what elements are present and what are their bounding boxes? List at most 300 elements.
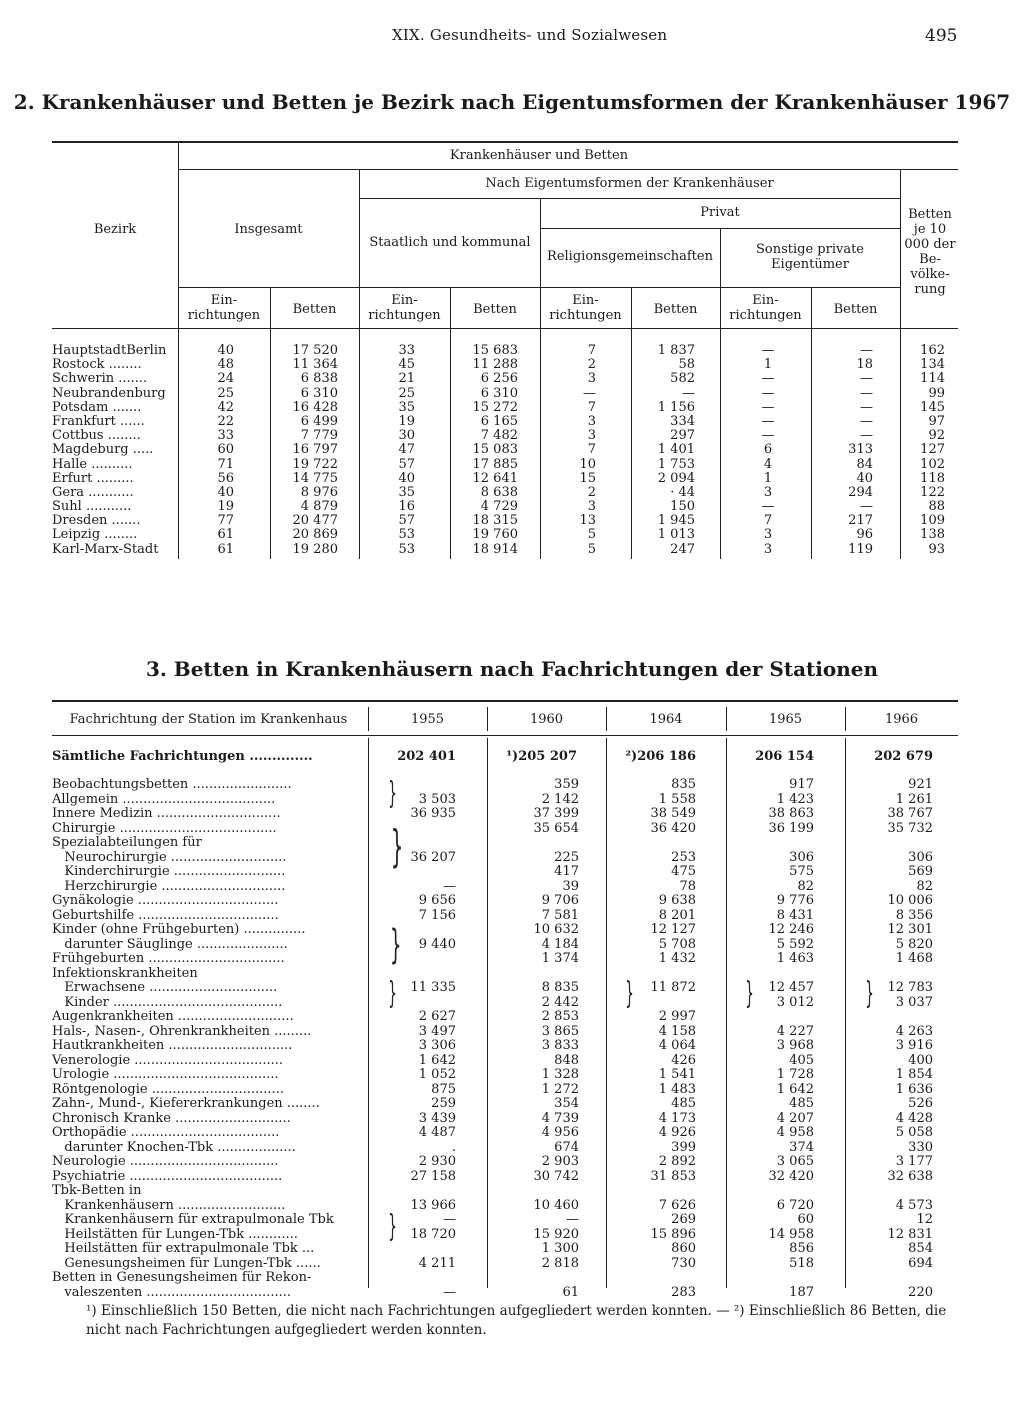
table3-cell-value: 5 592	[776, 936, 814, 952]
table3-cell-value: 259	[431, 1096, 456, 1111]
table2-cell-value: —	[860, 428, 873, 444]
table3-cell-value: 35 654	[533, 820, 579, 836]
table2-header-bezirk: Bezirk	[93, 222, 137, 237]
table3-cell-value: 4 211	[418, 1255, 456, 1271]
table2-cell-value: 118	[920, 470, 945, 486]
table2-cell-value: 7	[763, 513, 773, 529]
table2-cell-value: 20 477	[292, 513, 338, 529]
table3-cell-value	[726, 967, 814, 982]
table2-cell-value: 40	[856, 470, 873, 486]
table3-cell-value	[726, 1184, 814, 1199]
table3-column-1955	[368, 778, 456, 1300]
table3-cell-value: 11 872	[650, 980, 696, 995]
table2-header-einrichtungen: Ein-richtungen	[729, 293, 802, 323]
table3-cell-value: 1 423	[776, 791, 814, 807]
table3-cell-value: 526	[908, 1096, 933, 1111]
table2-cell-value: —	[860, 385, 873, 401]
table3-cell-label: Erwachsene ...............................	[52, 981, 278, 995]
table3-cell-value	[368, 923, 456, 938]
table3-cell-value	[845, 836, 933, 851]
table3-cell-value	[487, 836, 579, 851]
table3-cell-label: Kinder .........................................	[52, 995, 283, 1010]
table3-cell-value: 569	[908, 864, 933, 879]
table2-cell-value: —	[761, 385, 775, 401]
table2-cell-value: 247	[670, 541, 695, 557]
table3-cell-value: 4 158	[658, 1023, 696, 1039]
table3-cell-value: 417	[554, 864, 579, 879]
table3-cell-value: 1 642	[776, 1081, 814, 1097]
table2-cell-value: 35	[398, 399, 415, 415]
table2-cell-value: 5	[587, 541, 596, 557]
table2-column	[450, 344, 518, 557]
table2-cell-value: 217	[848, 513, 873, 529]
table3-cell-value: 1 272	[541, 1081, 579, 1097]
table3-cell-label: Heilstätten für Lungen-Tbk ............	[52, 1227, 298, 1242]
table2-cell-value: 8 638	[480, 484, 518, 500]
table3-cell-value: 12 457	[768, 980, 814, 995]
table3-cell-value: 5 708	[658, 936, 696, 952]
table3-cell-label: Röntgenologie ................................	[52, 1082, 284, 1097]
table3-cell-value: 31 853	[650, 1168, 696, 1184]
table2-cell-value: 30	[398, 428, 415, 444]
table3-header-year: 1964	[649, 712, 683, 727]
table3-cell-value: 2 442	[541, 994, 579, 1010]
table2-rule	[359, 198, 900, 199]
table2-cell-label: Cottbus ........	[52, 429, 141, 444]
table3-cell-value: 30 742	[533, 1168, 579, 1184]
table2-cell-value: 15	[579, 470, 596, 486]
table3-cell-value: 2 818	[541, 1255, 579, 1271]
table2-cell-value: —	[860, 399, 873, 415]
table3-cell-value	[368, 1271, 456, 1286]
table3-cell-value: 82	[797, 878, 814, 894]
table2-cell-value: 99	[928, 385, 945, 401]
table2-header-bottom-rule	[52, 328, 958, 329]
table2-cell-value: 4 729	[480, 499, 518, 515]
table3-cell-value: 3 833	[541, 1038, 579, 1053]
table2-cell-value: 109	[920, 513, 945, 529]
table3-cell-value: 82	[916, 878, 933, 894]
table3-total-value: 206 154	[755, 749, 814, 764]
table3-title: 3. Betten in Krankenhäusern nach Fachrichtungen der Stationen	[145, 657, 879, 681]
table3-cell-value: 3 503	[418, 791, 456, 807]
table2-cell-value: 56	[217, 470, 234, 486]
table2-cell-value: 96	[856, 527, 873, 543]
table2-cell-value: 25	[398, 385, 415, 401]
table2-cell-value: 6 310	[480, 385, 518, 401]
table2-cell-value: 1 753	[657, 456, 695, 472]
table3-cell-value: 1 541	[658, 1067, 696, 1082]
table2-cell-value: 61	[217, 541, 234, 557]
table2-cell-value: 7	[587, 399, 596, 415]
table2-cell-value: —	[761, 413, 775, 429]
table3-cell-value	[368, 865, 456, 880]
table2-cell-value: 7	[587, 442, 596, 458]
table2-cell-value: 1 837	[657, 343, 695, 358]
brace-icon: }	[625, 976, 634, 1011]
table3-cell-value: 2 903	[541, 1154, 579, 1169]
table3-cell-label: Chirurgie ......................................	[52, 821, 277, 836]
table3-cell-value: 2 892	[658, 1154, 696, 1169]
table3-cell-value: 7 156	[418, 907, 456, 923]
table3-cell-label: Tbk-Betten in	[52, 1184, 142, 1198]
table3-cell-value: 8 431	[776, 907, 814, 923]
table3-cell-value: 917	[789, 777, 814, 792]
table3-cell-value: 4 227	[776, 1023, 814, 1039]
table3-cell-label: Kinderchirurgie ...........................	[52, 865, 286, 879]
table3-cell-value: —	[443, 878, 456, 894]
table3-cell-label: Zahn-, Mund-, Kiefererkrankungen ........	[52, 1097, 320, 1111]
table3-cell-value: 11 335	[410, 980, 456, 995]
footnote: ¹) Einschließlich 150 Betten, die nicht nach Fachrichtungen aufgegliedert werden konnten. — ²) Einschließlich 86 Betten, die nicht nach Fachrichtungen aufgegliedert werden konnten.	[86, 1303, 947, 1338]
table2-cell-value: 12 641	[472, 470, 518, 486]
table3-cell-value: 35 732	[887, 820, 933, 836]
table2-column	[631, 344, 695, 557]
table2-cell-label: Potsdam .......	[52, 400, 142, 415]
table2-column	[178, 344, 234, 557]
table3-cell-value: 3 037	[895, 994, 933, 1010]
table2-header-betten: Betten	[473, 302, 517, 317]
table3-cell-label: Innere Medizin ..............................	[52, 807, 281, 821]
table3-cell-value: 856	[789, 1241, 814, 1256]
table2-cell-label: Magdeburg .....	[52, 443, 154, 458]
table2-cell-value: 7 779	[300, 428, 338, 444]
table2-cell-value: 61	[217, 527, 234, 543]
table3-cell-value: 36 935	[410, 806, 456, 821]
table2-cell-label: Halle ..........	[52, 457, 133, 472]
table2-cell-value: 6 499	[300, 413, 338, 429]
table2-cell-value: 13	[579, 513, 596, 529]
table3-cell-value: 8 835	[541, 980, 579, 995]
table3-cell-value: 3 968	[776, 1038, 814, 1053]
table2-cell-value: 1	[763, 470, 773, 486]
table3-cell-value: 9 776	[776, 893, 814, 908]
table3-cell-value: 921	[908, 777, 933, 792]
table3-cell-value: 730	[671, 1255, 696, 1271]
table3-cell-value: 3 012	[776, 994, 814, 1010]
table3-cell-value: 399	[671, 1139, 696, 1155]
table3-column-fachrichtung	[52, 778, 364, 1300]
table2-cell-value: —	[682, 385, 695, 401]
table3-cell-value: 8 201	[658, 907, 696, 923]
table2-cell-value: 57	[398, 456, 415, 472]
table2-cell-value: 57	[398, 513, 415, 529]
table3-cell-value: 38 863	[768, 806, 814, 821]
table2-rule	[178, 169, 958, 170]
table3-cell-label: Neurochirurgie ............................	[52, 850, 287, 865]
table3-cell-value: 7 626	[658, 1197, 696, 1213]
table3-cell-value: 4 173	[658, 1110, 696, 1126]
table3-cell-value: 1 636	[895, 1081, 933, 1097]
table3-top-rule	[52, 700, 958, 702]
table3-cell-value: 3 065	[776, 1154, 814, 1169]
table3-cell-value: 4 064	[658, 1038, 696, 1053]
table3-cell-value: 12 127	[650, 922, 696, 937]
table3-cell-value: 4 573	[895, 1197, 933, 1213]
table2-cell-value: 19	[398, 413, 415, 429]
table2-cell-value: 33	[398, 343, 415, 358]
table3-total-value: 202 679	[874, 749, 933, 764]
table2-cell-value: —	[860, 499, 873, 515]
table3-cell-label: Frühgeburten .................................	[52, 952, 285, 966]
table3-cell-value: 4 428	[895, 1110, 933, 1126]
table3-cell-value: 78	[679, 878, 696, 894]
table3-cell-label: valeszenten ...................................	[52, 1285, 291, 1300]
table2-header-religion: Religionsgemeinschaften	[547, 249, 713, 264]
table2-cell-value: 122	[920, 484, 945, 500]
table3-cell-value: 475	[671, 864, 696, 879]
table3-header-year: 1955	[410, 712, 445, 727]
table2-cell-value: 14 775	[292, 470, 338, 486]
table3-total-label: Sämtliche Fachrichtungen ..............	[52, 750, 313, 764]
table3-cell-value: 3 439	[418, 1110, 456, 1126]
table2-cell-value: 17 520	[292, 343, 338, 358]
table2-cell-value: 40	[217, 343, 234, 358]
table3-cell-value: 848	[554, 1052, 579, 1068]
table3-cell-value: 1 328	[541, 1067, 579, 1082]
table3-cell-value: 253	[671, 849, 696, 865]
table2-cell-value: 22	[217, 413, 234, 429]
table3-cell-value: —	[443, 1284, 456, 1300]
table2-cell-value: 5	[587, 527, 596, 543]
table2-cell-value: 4 879	[300, 499, 338, 515]
table3-cell-value: 485	[789, 1096, 814, 1111]
table3-cell-value: 3 497	[418, 1023, 456, 1039]
table2-cell-value: 16	[398, 499, 415, 515]
table3-cell-value: 9 440	[418, 936, 456, 952]
table2-cell-value: 18 315	[472, 513, 518, 529]
table3-cell-label: Gynäkologie ..................................	[52, 894, 279, 908]
table2-cell-value: —	[761, 371, 775, 387]
brace-icon: }	[745, 976, 754, 1011]
table3-cell-value	[368, 836, 456, 851]
table3-cell-value: 10 632	[533, 922, 579, 937]
table3-cell-value	[487, 1271, 579, 1286]
table2-header-eigentum: Nach Eigentumsformen der Krankenhäuser	[485, 176, 774, 191]
table2-cell-value: 8 976	[300, 484, 338, 500]
table2-cell-value: 3	[587, 371, 596, 387]
table2-cell-value: 145	[920, 399, 945, 415]
table3-cell-value: 5 820	[895, 936, 933, 952]
table3-cell-label: Krankenhäusern ..........................	[52, 1198, 286, 1213]
table3-cell-value: —	[566, 1212, 579, 1227]
table3-cell-value	[368, 1184, 456, 1199]
table2-cell-value: 582	[670, 371, 695, 387]
table3-cell-value	[606, 836, 696, 851]
table3-cell-value	[726, 836, 814, 851]
table3-cell-value	[487, 1184, 579, 1199]
table3-cell-value: 4 263	[895, 1023, 933, 1039]
table2-cell-value: 6 310	[300, 385, 338, 401]
table3-cell-value	[606, 1184, 696, 1199]
running-title: XIX. Gesundheits- und Sozialwesen	[392, 26, 668, 44]
table3-cell-value: 36 420	[650, 820, 696, 836]
table3-cell-label: Urologie ........................................	[52, 1068, 279, 1082]
table2-cell-value: 6	[763, 442, 773, 458]
table3-cell-value: 694	[908, 1255, 933, 1271]
table2-cell-value: 18 914	[472, 541, 518, 557]
table3-cell-value: 306	[908, 849, 933, 865]
table2-cell-value: 297	[670, 428, 695, 444]
table2-cell-value: 7	[587, 343, 596, 358]
table2-cell-value: 15 272	[472, 399, 518, 415]
table3-cell-value	[845, 1184, 933, 1199]
table3-cell-value: 14 958	[768, 1226, 814, 1242]
table2-cell-label: Leipzig ........	[52, 528, 138, 543]
table3-cell-value: 860	[671, 1241, 696, 1256]
table3-cell-value: 374	[789, 1139, 814, 1155]
table2-cell-value: 6 165	[480, 413, 518, 429]
table3-cell-label: Geburtshilfe ..................................	[52, 908, 279, 923]
table2-cell-value: 313	[848, 442, 873, 458]
table2-cell-value: 71	[217, 456, 234, 472]
table3-cell-value: 4 184	[541, 936, 579, 952]
table3-cell-value: 400	[908, 1052, 933, 1068]
table2-cell-value: 42	[217, 399, 234, 415]
table3-cell-label: Beobachtungsbetten ........................	[52, 778, 292, 792]
table2-cell-value: 2	[587, 357, 596, 373]
table3-cell-value	[368, 996, 456, 1011]
brace-icon: }	[389, 922, 402, 968]
table2-header-top: Krankenhäuser und Betten	[449, 148, 629, 163]
table2-col-rule	[720, 228, 721, 559]
table2-title: 2. Krankenhäuser und Betten je Bezirk nach Eigentumsformen der Krankenhäuser 1967	[13, 90, 1011, 114]
table3-cell-value: 354	[554, 1096, 579, 1111]
table2-header-einrichtungen: Ein-richtungen	[187, 293, 261, 323]
table2-cell-label: Frankfurt ......	[52, 414, 145, 429]
table3-total-value: ²)206 186	[625, 749, 696, 764]
table3-cell-value: 283	[671, 1284, 696, 1300]
table3-cell-value: 1 642	[418, 1052, 456, 1068]
table2-cell-value: —	[860, 343, 873, 358]
table3-cell-label: Chronisch Kranke ............................	[52, 1111, 291, 1126]
table3-header-year: 1960	[529, 712, 564, 727]
table2-header-privat: Privat	[700, 205, 740, 220]
table2-cell-value: 19 280	[292, 541, 338, 557]
table3-cell-value: 3 306	[418, 1038, 456, 1053]
table3-cell-value: 854	[908, 1241, 933, 1256]
table2-cell-value: 16 428	[292, 399, 338, 415]
table3-cell-value: 269	[671, 1212, 696, 1227]
table2-cell-value: 15 683	[472, 343, 518, 358]
table2-header-je10000: Betten je 10 000 der Be-völke-rung	[904, 207, 956, 297]
table3-cell-label: Spezialabteilungen für	[52, 836, 202, 850]
table3-cell-value	[845, 1271, 933, 1286]
table3-header-year: 1966	[884, 712, 919, 727]
table2-cell-value: · 44	[670, 484, 695, 500]
table3-column-1964	[606, 778, 696, 1300]
table3-cell-value: .	[451, 1139, 456, 1155]
table3-cell-value	[368, 967, 456, 982]
table3-cell-value: 4 926	[658, 1125, 696, 1140]
table3-header-year: 1965	[768, 712, 803, 727]
table2-cell-value: 3	[587, 428, 596, 444]
table3-cell-value: 3 916	[895, 1038, 933, 1053]
table3-cell-value: 12 301	[887, 922, 933, 937]
table3-cell-value: 1 728	[776, 1067, 814, 1082]
table2-cell-value: 294	[848, 484, 873, 500]
table2-cell-value: 7 482	[480, 428, 518, 444]
table2-cell-value: 102	[920, 456, 945, 472]
table3-cell-value: 8 356	[895, 907, 933, 923]
table3-cell-value: 1 558	[658, 791, 696, 807]
table3-cell-value: 27 158	[410, 1168, 456, 1184]
table3-cell-value	[726, 1271, 814, 1286]
table2-cell-label: Erfurt .........	[52, 471, 134, 486]
table3-cell-value	[368, 1242, 456, 1257]
brace-icon: }	[388, 976, 397, 1011]
table3-cell-value: 9 656	[418, 893, 456, 908]
table3-cell-value	[606, 1271, 696, 1286]
table2-column	[900, 344, 945, 557]
table2-cell-value: —	[583, 385, 596, 401]
table3-cell-value	[606, 967, 696, 982]
table3-total-value: ¹)205 207	[506, 749, 577, 764]
table3-cell-value: 575	[789, 864, 814, 879]
table3-column-1960	[487, 778, 579, 1300]
table2-header-staatlich: Staatlich und kommunal	[369, 235, 531, 250]
table3-cell-value: 5 058	[895, 1125, 933, 1140]
table3-cell-value: 39	[562, 878, 579, 894]
table3-cell-value: 12 246	[768, 922, 814, 937]
table2-cell-label: Suhl ...........	[52, 500, 132, 515]
table3-cell-value: 37 399	[533, 806, 579, 821]
table3-column-1965	[726, 778, 814, 1300]
table3-cell-value: 1 854	[895, 1067, 933, 1082]
table3-cell-value: 13 966	[410, 1197, 456, 1213]
table2-cell-value: 3	[587, 413, 596, 429]
table2-cell-value: 92	[928, 428, 945, 444]
table3-cell-label: Orthopädie ....................................	[52, 1126, 280, 1140]
table2-column	[540, 344, 596, 557]
table2-cell-value: 6 838	[300, 371, 338, 387]
table3-cell-label: Psychiatrie .....................................	[52, 1169, 283, 1184]
table2-cell-value: 1 401	[657, 442, 695, 458]
table3-cell-label: Heilstätten für extrapulmonale Tbk ...	[52, 1242, 315, 1256]
table2-cell-value: 134	[920, 357, 945, 373]
table3-cell-label: Kinder (ohne Frühgeburten) ...............	[52, 923, 306, 937]
table2-header-einrichtungen: Ein-richtungen	[549, 293, 622, 323]
table3-cell-label: Hautkrankheiten ..............................	[52, 1039, 293, 1053]
table2-cell-value: 40	[398, 470, 415, 486]
table3-cell-label: darunter Säuglinge ......................	[52, 937, 288, 952]
table3-cell-value: 220	[908, 1284, 933, 1300]
brace-icon: }	[865, 976, 874, 1011]
table2-cell-label: Gera ...........	[52, 485, 134, 500]
table3-cell-value: 674	[554, 1139, 579, 1155]
table2-cell-value: 58	[678, 357, 695, 373]
table3-cell-label: Allgemein .....................................	[52, 792, 276, 807]
table2-cell-value: 47	[398, 442, 415, 458]
table3-cell-value	[726, 1010, 814, 1025]
table2-cell-label: Karl-Marx-Stadt	[52, 542, 159, 557]
table3-cell-value: 359	[554, 777, 579, 792]
table2-cell-value: 88	[928, 499, 945, 515]
table3-cell-value: 1 468	[895, 951, 933, 966]
table3-cell-label: Neurologie ....................................	[52, 1155, 279, 1169]
table2-cell-value: 25	[217, 385, 234, 401]
table3-cell-value	[606, 996, 696, 1011]
table3-cell-value: 518	[789, 1255, 814, 1271]
table3-cell-value: 38 767	[887, 806, 933, 821]
table3-cell-value: 875	[431, 1081, 456, 1097]
table3-cell-value	[845, 1010, 933, 1025]
page-number: 495	[925, 26, 958, 46]
brace-icon: }	[388, 1209, 397, 1244]
table2-header-betten: Betten	[653, 302, 698, 317]
table3-cell-value: 12 831	[887, 1226, 933, 1242]
table2-cell-value: 45	[398, 357, 415, 373]
